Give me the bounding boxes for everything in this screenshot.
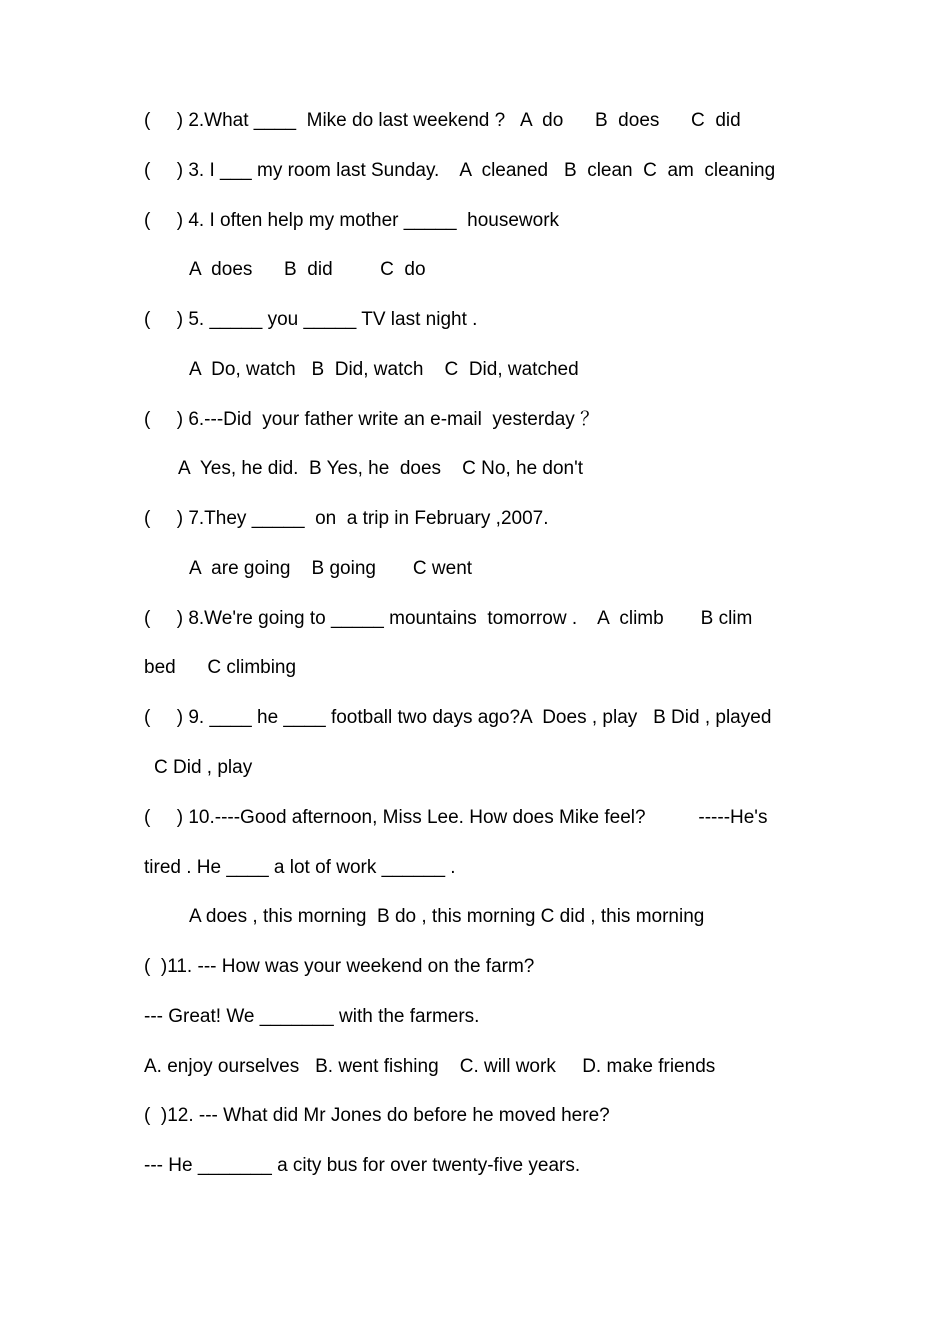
question-11-options: A. enjoy ourselves B. went fishing C. will work D. make friends [144, 1056, 716, 1077]
question-7-options: A are going B going C went [189, 558, 473, 579]
question-10: ( ) 10.----Good afternoon, Miss Lee. How does Mike feel? -----He's [144, 807, 768, 828]
question-10-continued: tired . He ____ a lot of work ______ . [144, 857, 456, 878]
question-11-dialogue: --- Great! We _______ with the farmers. [144, 1006, 480, 1027]
question-12: ( )12. --- What did Mr Jones do before he moved here? [144, 1105, 610, 1126]
question-9-continued: C Did , play [154, 757, 253, 778]
question-6-options: A Yes, he did. B Yes, he does C No, he don't [178, 458, 584, 479]
question-9: ( ) 9. ____ he ____ football two days ago?A Does , play B Did , played [144, 707, 772, 728]
question-8-continued: bed C climbing [144, 657, 297, 678]
question-5: ( ) 5. _____ you _____ TV last night . [144, 309, 478, 330]
question-12-dialogue: --- He _______ a city bus for over twenty-five years. [144, 1155, 581, 1176]
question-4-options: A does B did C do [189, 259, 426, 280]
question-4: ( ) 4. I often help my mother _____ housework [144, 210, 560, 231]
question-3: ( ) 3. I ___ my room last Sunday. A cleaned B clean C am cleaning [144, 160, 776, 181]
question-8: ( ) 8.We're going to _____ mountains tomorrow . A climb B clim [144, 608, 753, 629]
question-5-options: A Do, watch B Did, watch C Did, watched [189, 359, 579, 380]
question-11: ( )11. --- How was your weekend on the farm? [144, 956, 535, 977]
question-6: ( ) 6.---Did your father write an e-mail yesterday ？ [144, 409, 600, 430]
question-2: ( ) 2.What ____ Mike do last weekend ? A do B does C did [144, 110, 741, 131]
question-10-options: A does , this morning B do , this morning C did , this morning [189, 906, 705, 927]
question-7: ( ) 7.They _____ on a trip in February ,2007. [144, 508, 549, 529]
